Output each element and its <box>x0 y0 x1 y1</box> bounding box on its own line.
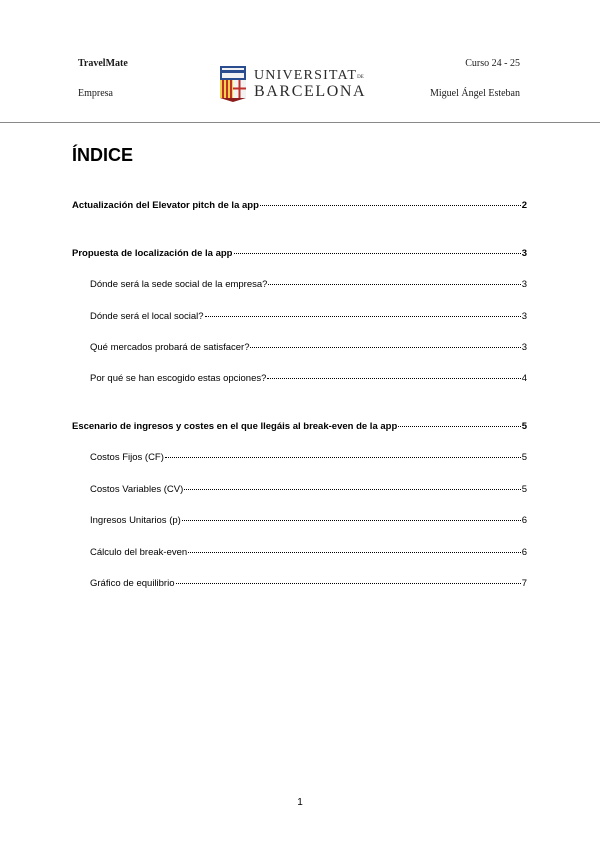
toc-entry-page: 6 <box>521 547 527 558</box>
toc-entry-label: Dónde será el local social? <box>90 311 204 322</box>
header-divider <box>0 122 600 123</box>
author-name: Miguel Ángel Esteban <box>430 88 520 99</box>
toc-entry-page: 7 <box>521 578 527 589</box>
page-header <box>0 0 600 124</box>
toc-entry[interactable] <box>72 200 527 212</box>
toc-leader <box>188 552 521 553</box>
toc-entry-page: 2 <box>521 200 527 211</box>
toc-entry-label: Actualización del Elevator pitch de la app <box>72 200 259 211</box>
toc-entry-page: 3 <box>521 342 527 353</box>
toc-entry-label: Por qué se han escogido estas opciones? <box>90 373 267 384</box>
index-title: ÍNDICE <box>72 145 134 165</box>
toc-leader <box>182 520 521 521</box>
toc-entry-label: Ingresos Unitarios (p) <box>90 515 181 526</box>
toc-leader <box>176 583 521 584</box>
toc-entry[interactable] <box>90 279 527 291</box>
university-shield-icon <box>220 66 246 102</box>
toc-entry-label: Dónde será la sede social de la empresa? <box>90 279 268 290</box>
toc-entry-label: Gráfico de equilibrio <box>90 578 175 589</box>
toc-entry[interactable] <box>90 547 527 559</box>
toc-entry-label: Cálculo del break-even <box>90 547 188 558</box>
toc-entry-page: 3 <box>521 248 527 259</box>
logo-text-de: DE <box>357 75 364 80</box>
toc-leader <box>250 347 520 348</box>
toc-entry-page: 6 <box>521 515 527 526</box>
university-logo <box>220 66 367 104</box>
toc-entry-page: 4 <box>521 373 527 384</box>
toc-entry-page: 5 <box>521 421 527 432</box>
toc-entry-page: 3 <box>521 311 527 322</box>
logo-text-barcelona: BARCELONA <box>254 83 367 100</box>
toc-entry-label: Escenario de ingresos y costes en el que llegáis al break-even de la app <box>72 421 398 432</box>
page-number: 1 <box>297 797 303 808</box>
toc-entry[interactable] <box>72 248 527 260</box>
toc-entry[interactable] <box>90 311 527 323</box>
toc-leader <box>234 253 521 254</box>
toc-leader <box>267 378 520 379</box>
toc-leader <box>268 284 520 285</box>
toc-leader <box>205 316 521 317</box>
course-label: Curso 24 - 25 <box>465 58 520 69</box>
toc-leader <box>260 205 521 206</box>
toc-entry-page: 5 <box>521 452 527 463</box>
toc-leader <box>398 426 520 427</box>
toc-leader <box>165 457 521 458</box>
toc-entry[interactable] <box>90 452 527 464</box>
toc-entry[interactable] <box>90 373 527 385</box>
toc-entry[interactable] <box>90 515 527 527</box>
toc-entry[interactable] <box>90 578 527 590</box>
toc-leader <box>184 489 520 490</box>
logo-text-universitat: UNIVERSITAT <box>254 68 358 83</box>
toc-entry[interactable] <box>90 484 527 496</box>
toc-entry-label: Propuesta de localización de la app <box>72 248 233 259</box>
project-subtitle: Empresa <box>78 88 113 99</box>
toc-entry-page: 3 <box>521 279 527 290</box>
toc-entry-label: Qué mercados probará de satisfacer? <box>90 342 250 353</box>
project-name: TravelMate <box>78 58 128 69</box>
toc-entry[interactable] <box>90 342 527 354</box>
toc-entry-label: Costos Fijos (CF) <box>90 452 164 463</box>
toc-entry-page: 5 <box>521 484 527 495</box>
toc-entry[interactable] <box>72 421 527 433</box>
toc-entry-label: Costos Variables (CV) <box>90 484 184 495</box>
